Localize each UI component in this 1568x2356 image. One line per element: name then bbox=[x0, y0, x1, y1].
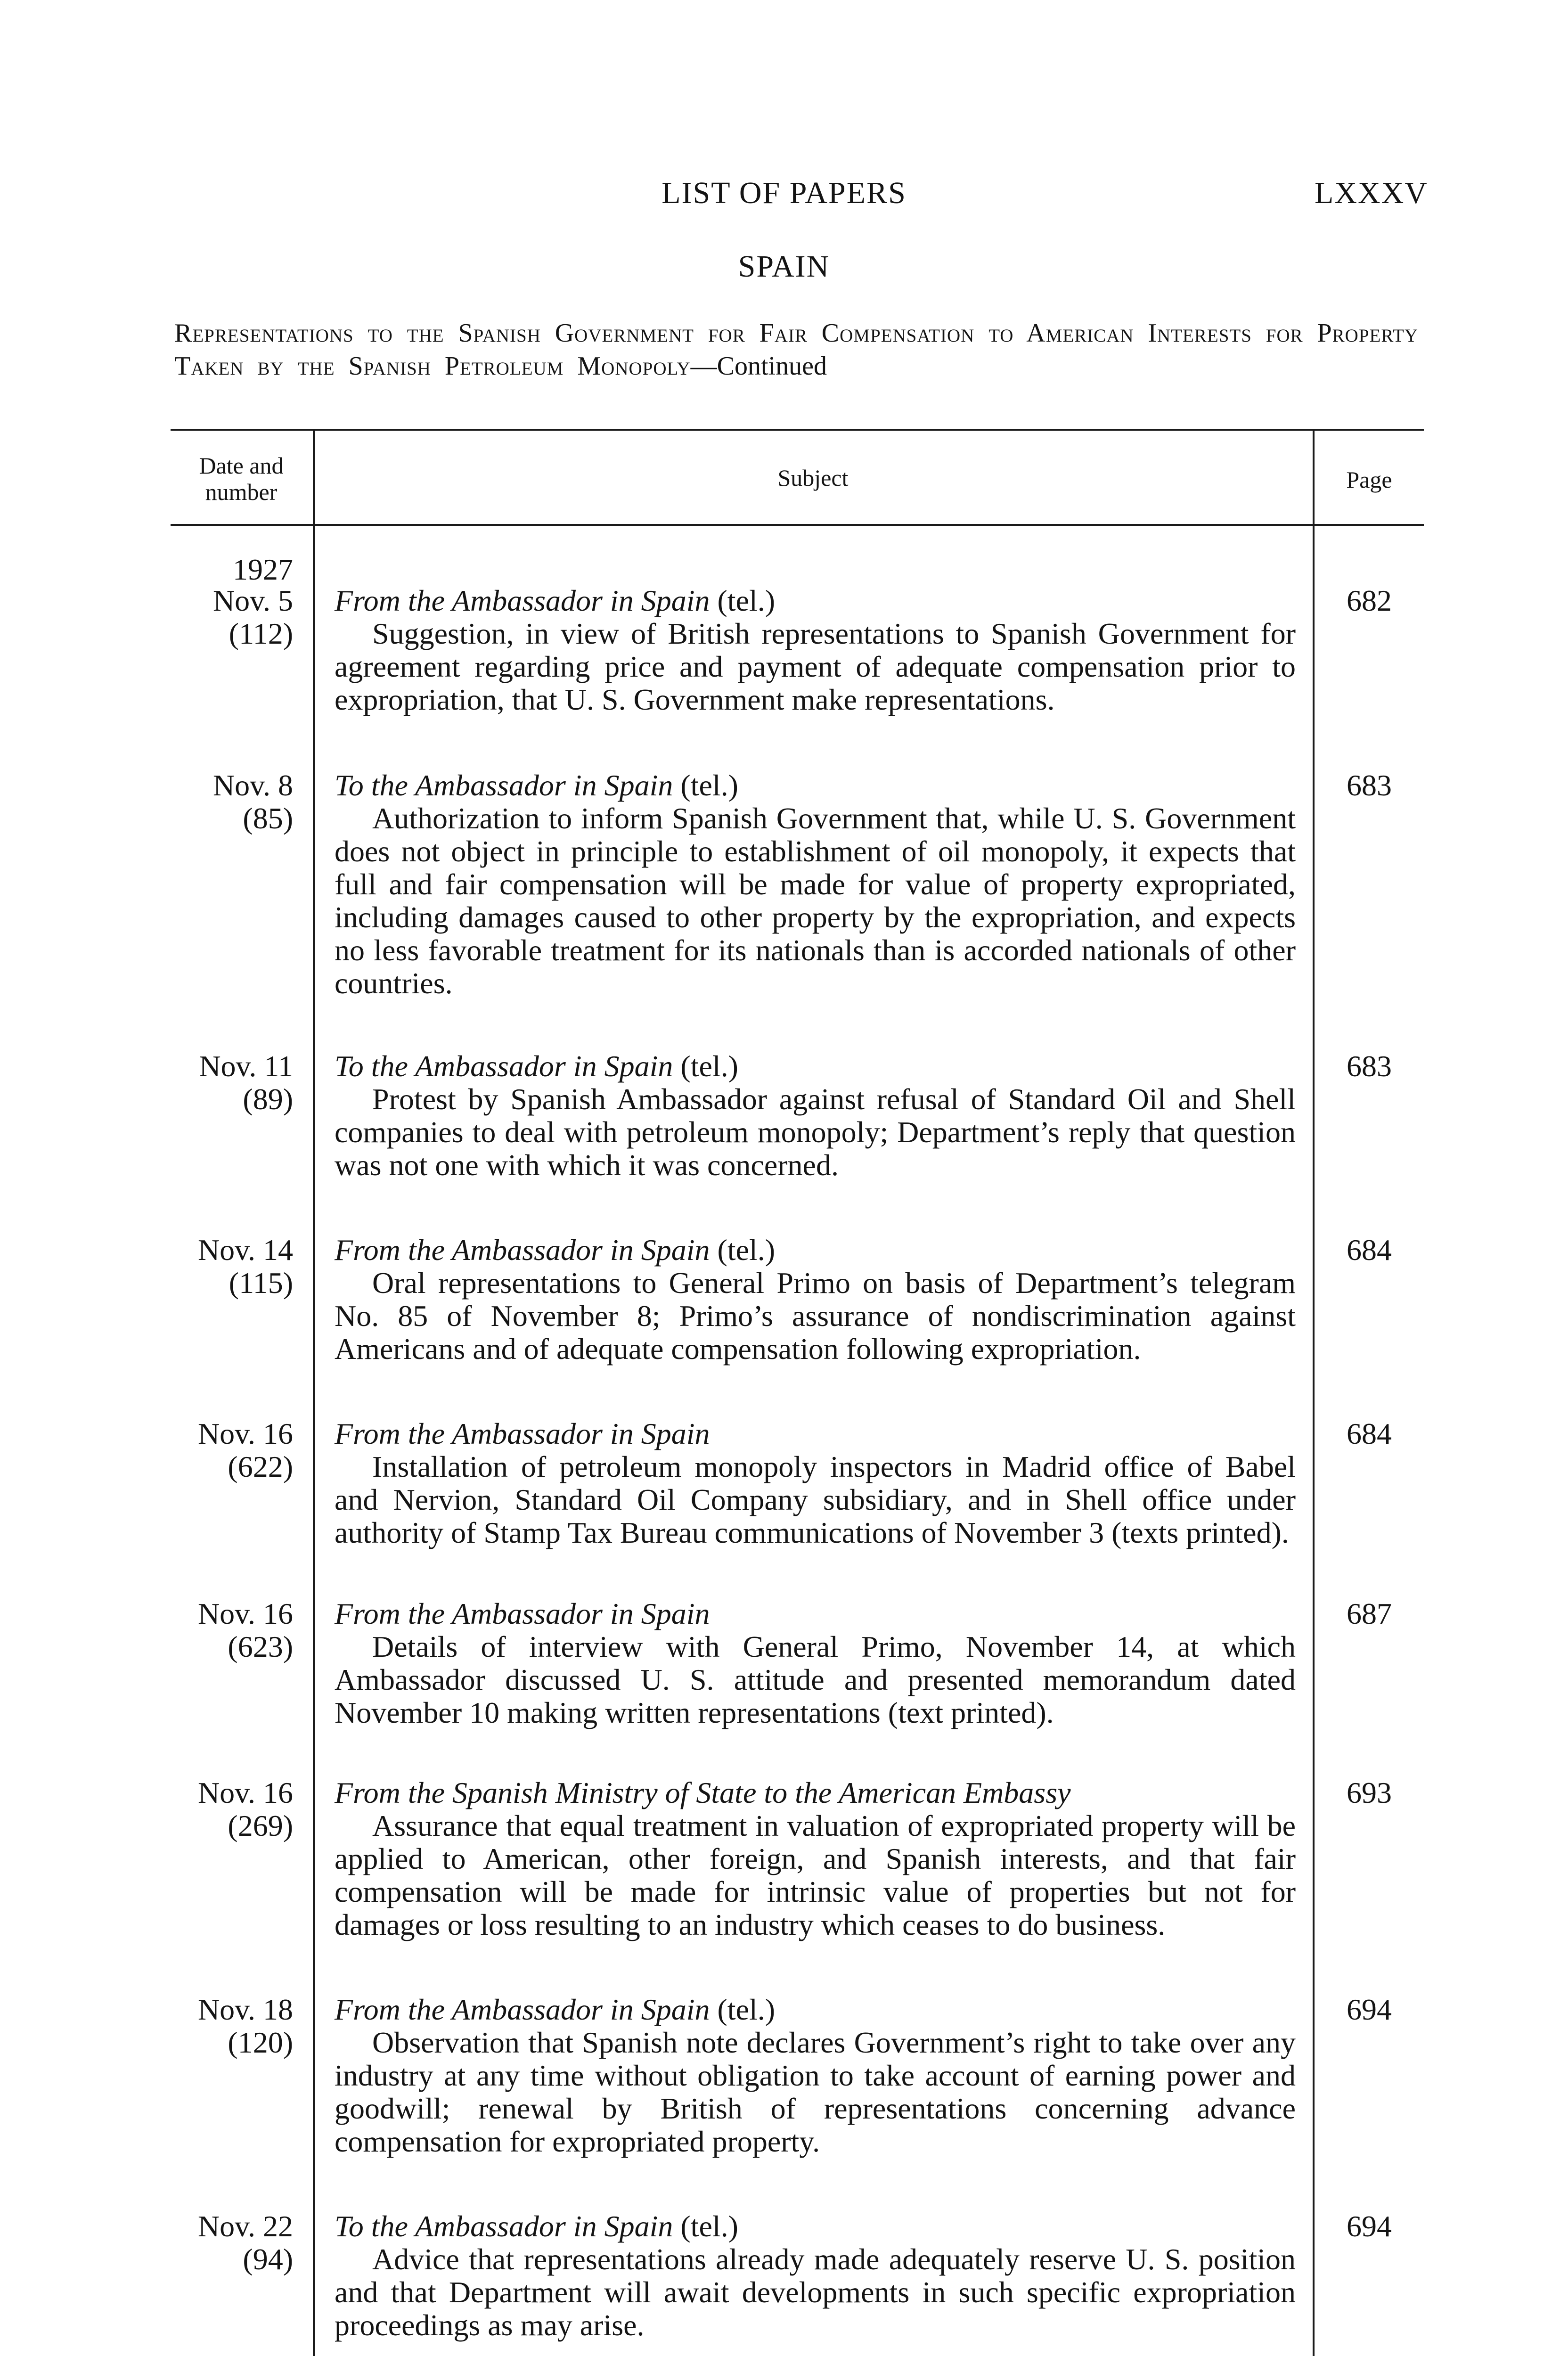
entry-page: 684 bbox=[1347, 1417, 1392, 1450]
entry-from bbox=[335, 584, 1296, 617]
entry-from bbox=[335, 1597, 1296, 1630]
entry-description: Observation that Spanish note declares Government’s right to take over any industry at any time without obligation to take account of earning power and goodwill; renewal by British of representations concerning advance compensation for expropriated property. bbox=[335, 2026, 1296, 2158]
subject-heading bbox=[174, 317, 1418, 383]
entry-page: 694 bbox=[1347, 1993, 1392, 2026]
entry-from-text: From the Ambassador in Spain bbox=[335, 584, 710, 617]
entry-from bbox=[335, 769, 1296, 802]
entry-date bbox=[171, 1597, 293, 1663]
entry-tel: (tel.) bbox=[680, 769, 738, 802]
entry-date bbox=[171, 2210, 293, 2276]
entry-subject bbox=[335, 1597, 1296, 1729]
entry-subject bbox=[335, 1993, 1296, 2158]
section-title: SPAIN bbox=[738, 249, 830, 284]
entry-date-text: Nov. 18 bbox=[197, 1993, 293, 2026]
entry-from-text: To the Ambassador in Spain bbox=[335, 1049, 673, 1083]
entry-page: 683 bbox=[1347, 769, 1392, 802]
entry-tel: (tel.) bbox=[717, 584, 776, 617]
entry-description: Installation of petroleum monopoly inspectors in Madrid office of Babel and Nervion, Standard Oil Company subsidiary, and in Shell office under authority of Stamp Tax Bureau communications of November 3 (texts printed). bbox=[335, 1450, 1296, 1549]
entry-date-text: Nov. 11 bbox=[199, 1049, 293, 1083]
entry-subject bbox=[335, 1234, 1296, 1366]
entry-from bbox=[335, 1417, 1296, 1450]
entry-subject bbox=[335, 1417, 1296, 1549]
entry-number: (269) bbox=[228, 1809, 293, 1842]
entry-description: Protest by Spanish Ambassador against refusal of Standard Oil and Shell companies to deal with petroleum monopoly; Department’s reply that question was not one with which it was concerned. bbox=[335, 1082, 1296, 1182]
entry-number: (85) bbox=[243, 802, 293, 835]
entry-from bbox=[335, 1050, 1296, 1083]
entry-date-text: Nov. 16 bbox=[197, 1597, 293, 1630]
entry-page: 694 bbox=[1347, 2209, 1392, 2243]
running-header-title: LIST OF PAPERS bbox=[662, 176, 906, 210]
entry-subject bbox=[335, 584, 1296, 716]
entry-date bbox=[171, 1234, 293, 1300]
entry-date bbox=[171, 1993, 293, 2059]
entry-page: 687 bbox=[1347, 1597, 1392, 1630]
table-head-rule bbox=[171, 524, 1424, 526]
column-header-date: Date and number bbox=[199, 452, 284, 505]
entry-description: Details of interview with General Primo, November 14, at which Ambassador discussed U. S. attitude and presented memorandum dated November 10 making written representations (text printed). bbox=[335, 1630, 1296, 1729]
entry-date-text: Nov. 8 bbox=[212, 769, 293, 802]
column-divider-right bbox=[1313, 429, 1315, 2356]
entry-date-text: Nov. 22 bbox=[197, 2209, 293, 2243]
entry-number: (94) bbox=[243, 2242, 293, 2276]
entry-from-text: To the Ambassador in Spain bbox=[335, 2209, 673, 2243]
entry-number: (89) bbox=[243, 1082, 293, 1116]
year-label: 1927 bbox=[233, 553, 293, 586]
entry-from-text: From the Spanish Ministry of State to the American Embassy bbox=[335, 1776, 1071, 1809]
page-numeral: LXXXV bbox=[1315, 176, 1428, 210]
entry-date-text: Nov. 14 bbox=[197, 1233, 293, 1267]
entry-from bbox=[335, 1776, 1296, 1809]
entry-number: (120) bbox=[228, 2026, 293, 2059]
entry-description: Oral representations to General Primo on basis of Department’s telegram No. 85 of November 8; Primo’s assurance of nondiscrimination against Americans and of adequate compensation following expropriation. bbox=[335, 1266, 1296, 1366]
entry-date bbox=[171, 1050, 293, 1116]
entry-from bbox=[335, 1234, 1296, 1267]
entry-tel: (tel.) bbox=[717, 1233, 776, 1267]
entry-description: Suggestion, in view of British representations to Spanish Government for agreement regarding price and payment of adequate compensation prior to expropriation, that U. S. Government make representations. bbox=[335, 617, 1296, 716]
column-header-page: Page bbox=[1346, 466, 1392, 493]
entry-from bbox=[335, 2210, 1296, 2243]
entry-date-text: Nov. 16 bbox=[197, 1417, 293, 1450]
entry-page: 682 bbox=[1347, 584, 1392, 617]
entry-tel: (tel.) bbox=[680, 2209, 738, 2243]
entry-number: (623) bbox=[228, 1630, 293, 1663]
column-divider-left bbox=[313, 429, 315, 2356]
entry-date bbox=[171, 1417, 293, 1483]
entry-page: 683 bbox=[1347, 1049, 1392, 1083]
entry-subject bbox=[335, 1050, 1296, 1182]
entry-date-text: Nov. 16 bbox=[197, 1776, 293, 1809]
subject-heading-continued: —Continued bbox=[690, 352, 827, 381]
entry-subject bbox=[335, 2210, 1296, 2342]
entry-from-text: To the Ambassador in Spain bbox=[335, 769, 673, 802]
entry-from-text: From the Ambassador in Spain bbox=[335, 1597, 710, 1630]
entry-page: 684 bbox=[1347, 1233, 1392, 1267]
entry-number: (622) bbox=[228, 1450, 293, 1483]
entry-description: Advice that representations already made adequately reserve U. S. position and that Department will await developments in such specific expropriation proceedings as may arise. bbox=[335, 2242, 1296, 2342]
entry-from-text: From the Ambassador in Spain bbox=[335, 1417, 710, 1450]
entry-description: Authorization to inform Spanish Government that, while U. S. Government does not object in principle to establishment of oil monopoly, it expects that full and fair compensation will be made for value of property expropriated, including damages caused to other property by the expropriation, and expects no less favorable treatment for its nationals than is accorded nationals of other countries. bbox=[335, 802, 1296, 1000]
entry-number: (115) bbox=[229, 1266, 293, 1300]
table-top-rule bbox=[171, 429, 1424, 431]
entry-subject bbox=[335, 769, 1296, 1000]
entry-from-text: From the Ambassador in Spain bbox=[335, 1233, 710, 1267]
entry-subject bbox=[335, 1776, 1296, 1941]
subject-heading-text: Representations to the Spanish Government for Fair Compensation to American Interests for Property Taken by the Spanish Petroleum Monopoly bbox=[174, 319, 1418, 381]
entry-from bbox=[335, 1993, 1296, 2026]
entry-description: Assurance that equal treatment in valuation of expropriated property will be applied to American, other foreign, and Spanish interests, and that fair compensation will be made for intrinsic value of properties but not for damages or loss resulting to an industry which ceases to do business. bbox=[335, 1809, 1296, 1941]
entry-date bbox=[171, 584, 293, 650]
entry-date bbox=[171, 1776, 293, 1842]
column-header-subject: Subject bbox=[777, 465, 849, 491]
entry-from-text: From the Ambassador in Spain bbox=[335, 1993, 710, 2026]
entry-tel: (tel.) bbox=[680, 1049, 738, 1083]
entry-page: 693 bbox=[1347, 1776, 1392, 1809]
entry-tel: (tel.) bbox=[717, 1993, 776, 2026]
entry-number: (112) bbox=[229, 617, 293, 650]
entry-date-text: Nov. 5 bbox=[212, 584, 293, 617]
entry-date bbox=[171, 769, 293, 835]
